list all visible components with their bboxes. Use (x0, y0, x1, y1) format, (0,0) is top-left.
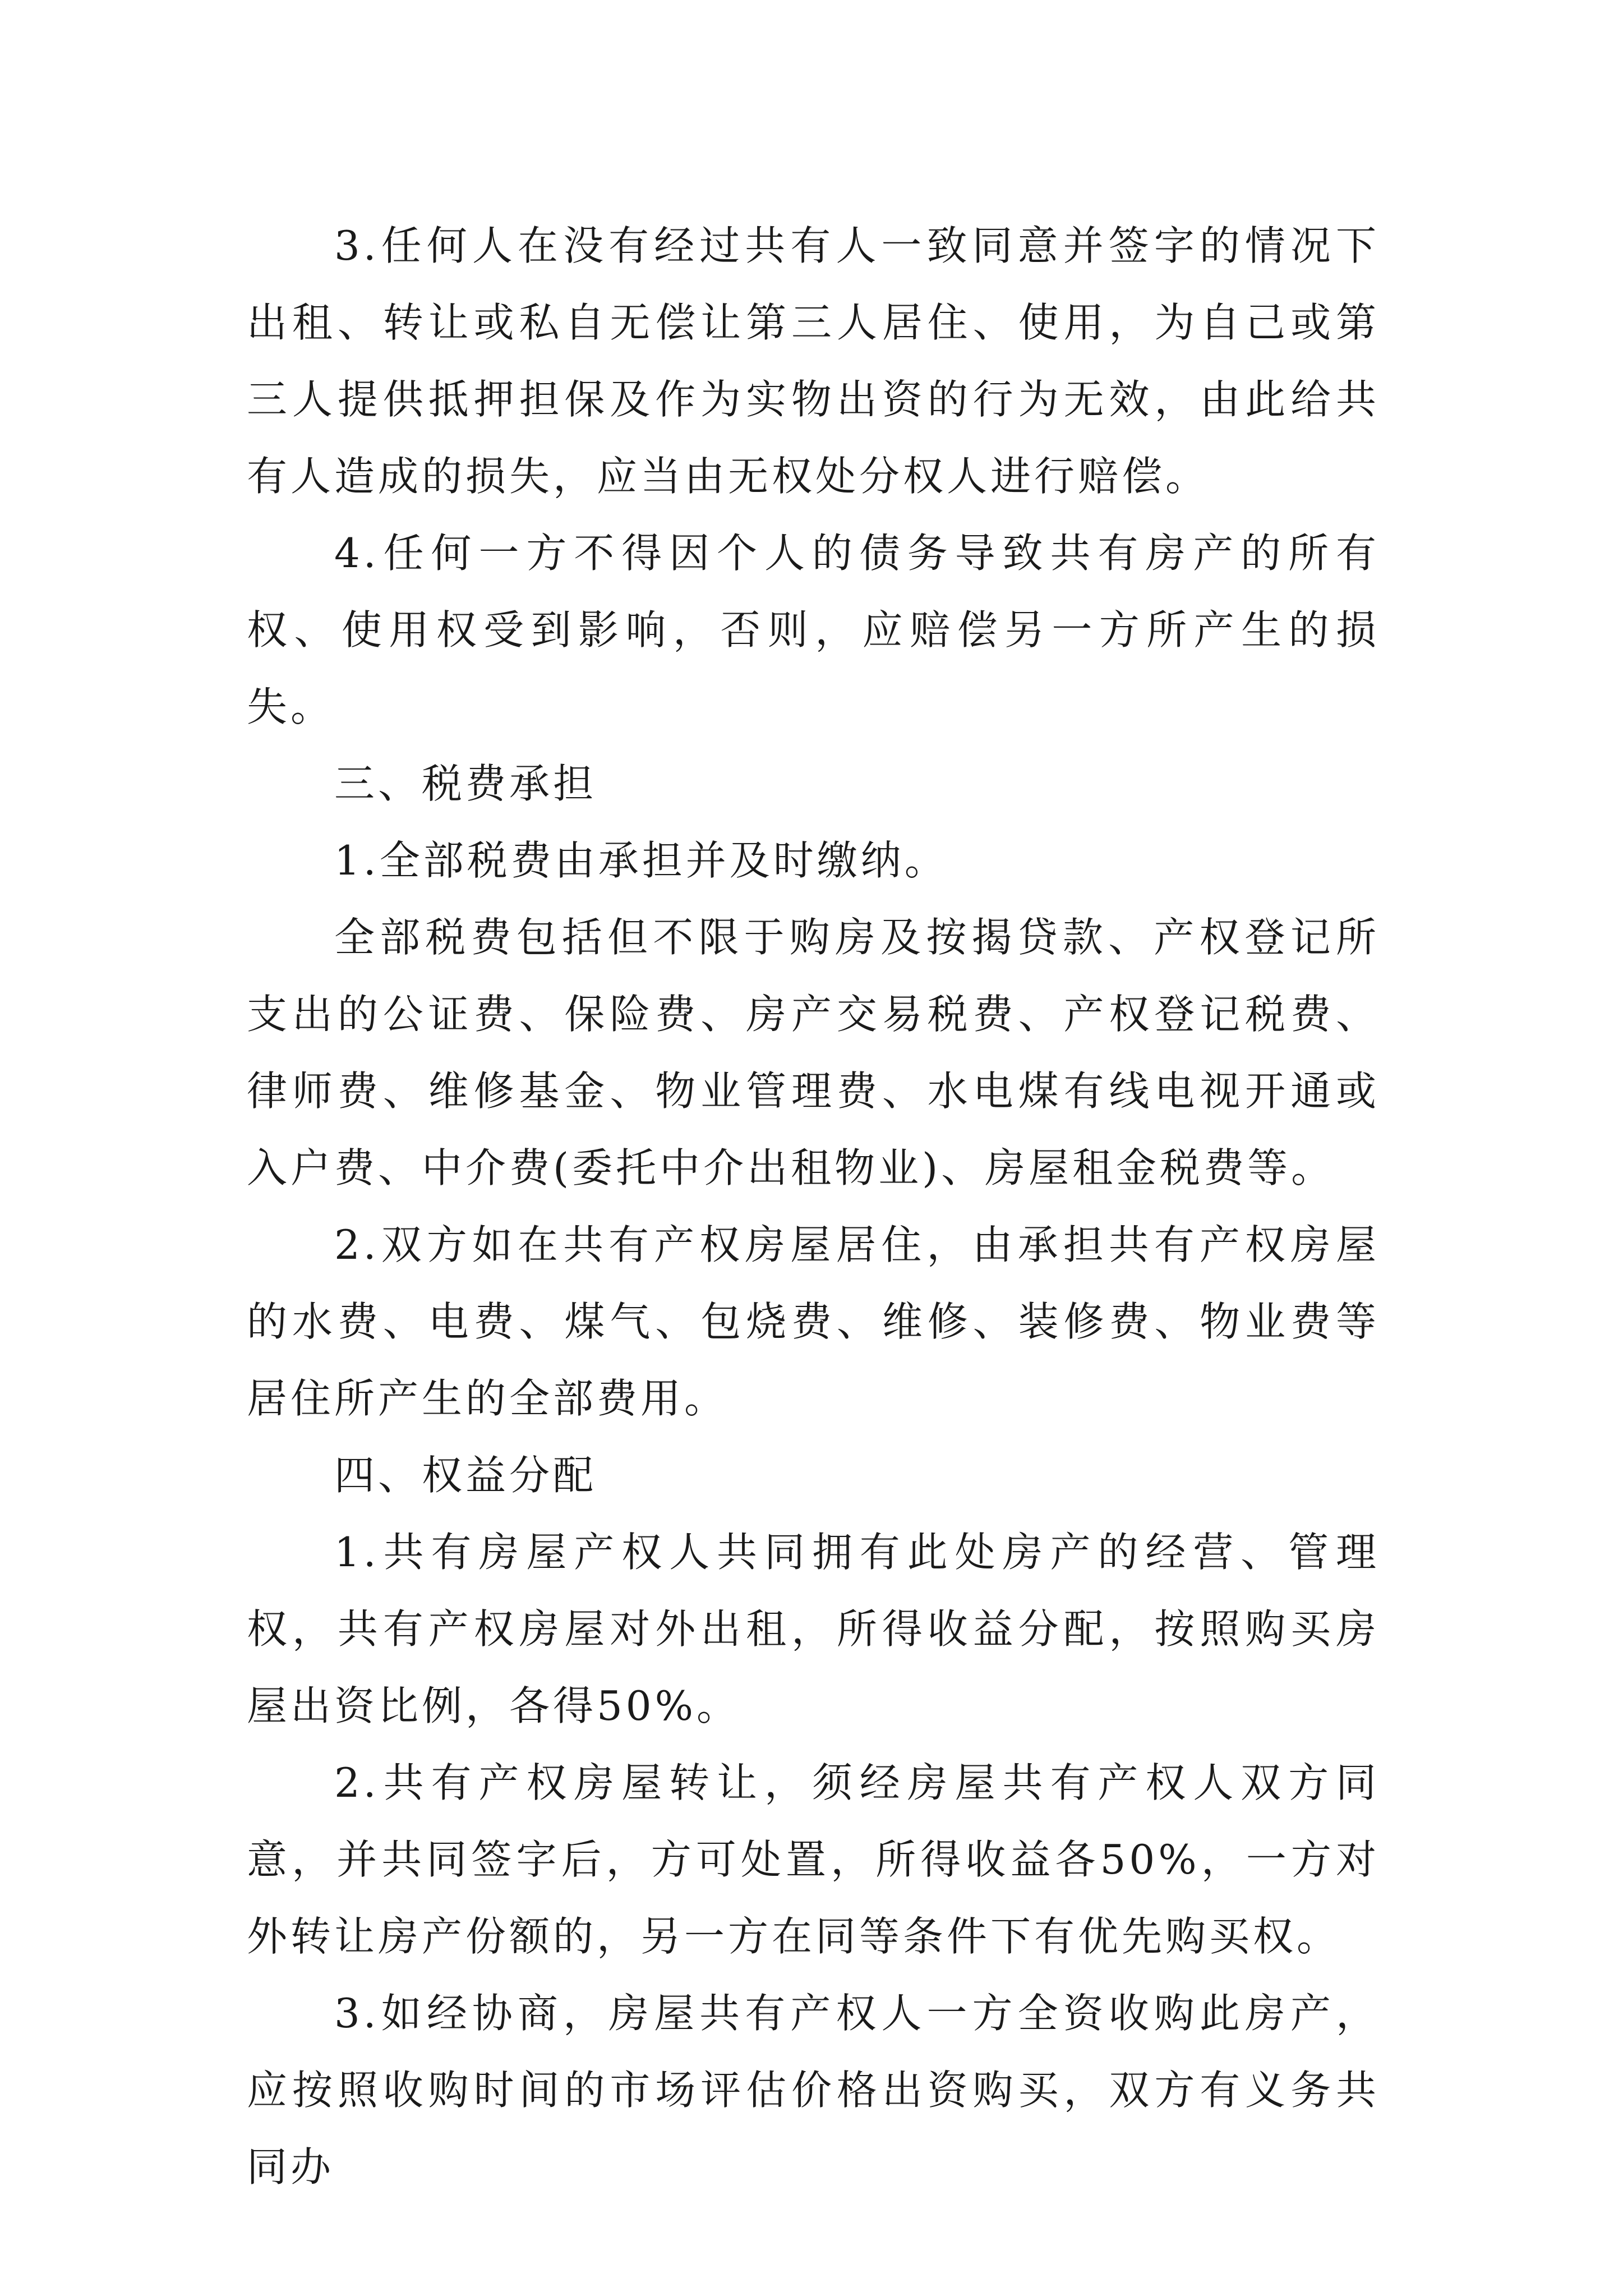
section-heading-rights: 四、权益分配 (334, 1452, 597, 1499)
clause-3-unauthorized-disposal: 3.任何人在没有经过共有人一致同意并签字的情况下出租、转让或私自无偿让第三人居住、使用，为自己或第三人提供抵押担保及作为实物出资的行为无效，由此给共有人造成的损失，应当由无权处分权人进行赔偿。 (247, 222, 1380, 500)
section-heading-tax: 三、税费承担 (334, 760, 597, 807)
tax-clause-2: 2.双方如在共有产权房屋居住，由承担共有产权房屋的水费、电费、煤气、包烧费、维修、装修费、物业费等居住所产生的全部费用。 (247, 1221, 1380, 1422)
rights-clause-1: 1.共有房屋产权人共同拥有此处房产的经营、管理权，共有产权房屋对外出租，所得收益分配，按照购买房屋出资比例，各得50%。 (247, 1529, 1380, 1729)
tax-clause-1: 1.全部税费由承担并及时缴纳。 (334, 837, 948, 884)
clause-4-personal-debt: 4.任何一方不得因个人的债务导致共有房产的所有权、使用权受到影响，否则，应赔偿另一方所产生的损失。 (247, 530, 1380, 730)
document-body (247, 208, 1380, 2206)
rights-clause-3: 3.如经协商，房屋共有产权人一方全资收购此房产，应按照收购时间的市场评估价格出资购买，双方有义务共同办 (247, 1990, 1380, 2191)
rights-clause-2: 2.共有产权房屋转让，须经房屋共有产权人双方同意，并共同签字后，方可处置，所得收益各50%，一方对外转让房产份额的，另一方在同等条件下有优先购买权。 (247, 1759, 1380, 1960)
tax-scope-paragraph: 全部税费包括但不限于购房及按揭贷款、产权登记所支出的公证费、保险费、房产交易税费、产权登记税费、律师费、维修基金、物业管理费、水电煤有线电视开通或入户费、中介费(委托中介出租物业)、房屋租金税费等。 (247, 914, 1380, 1191)
